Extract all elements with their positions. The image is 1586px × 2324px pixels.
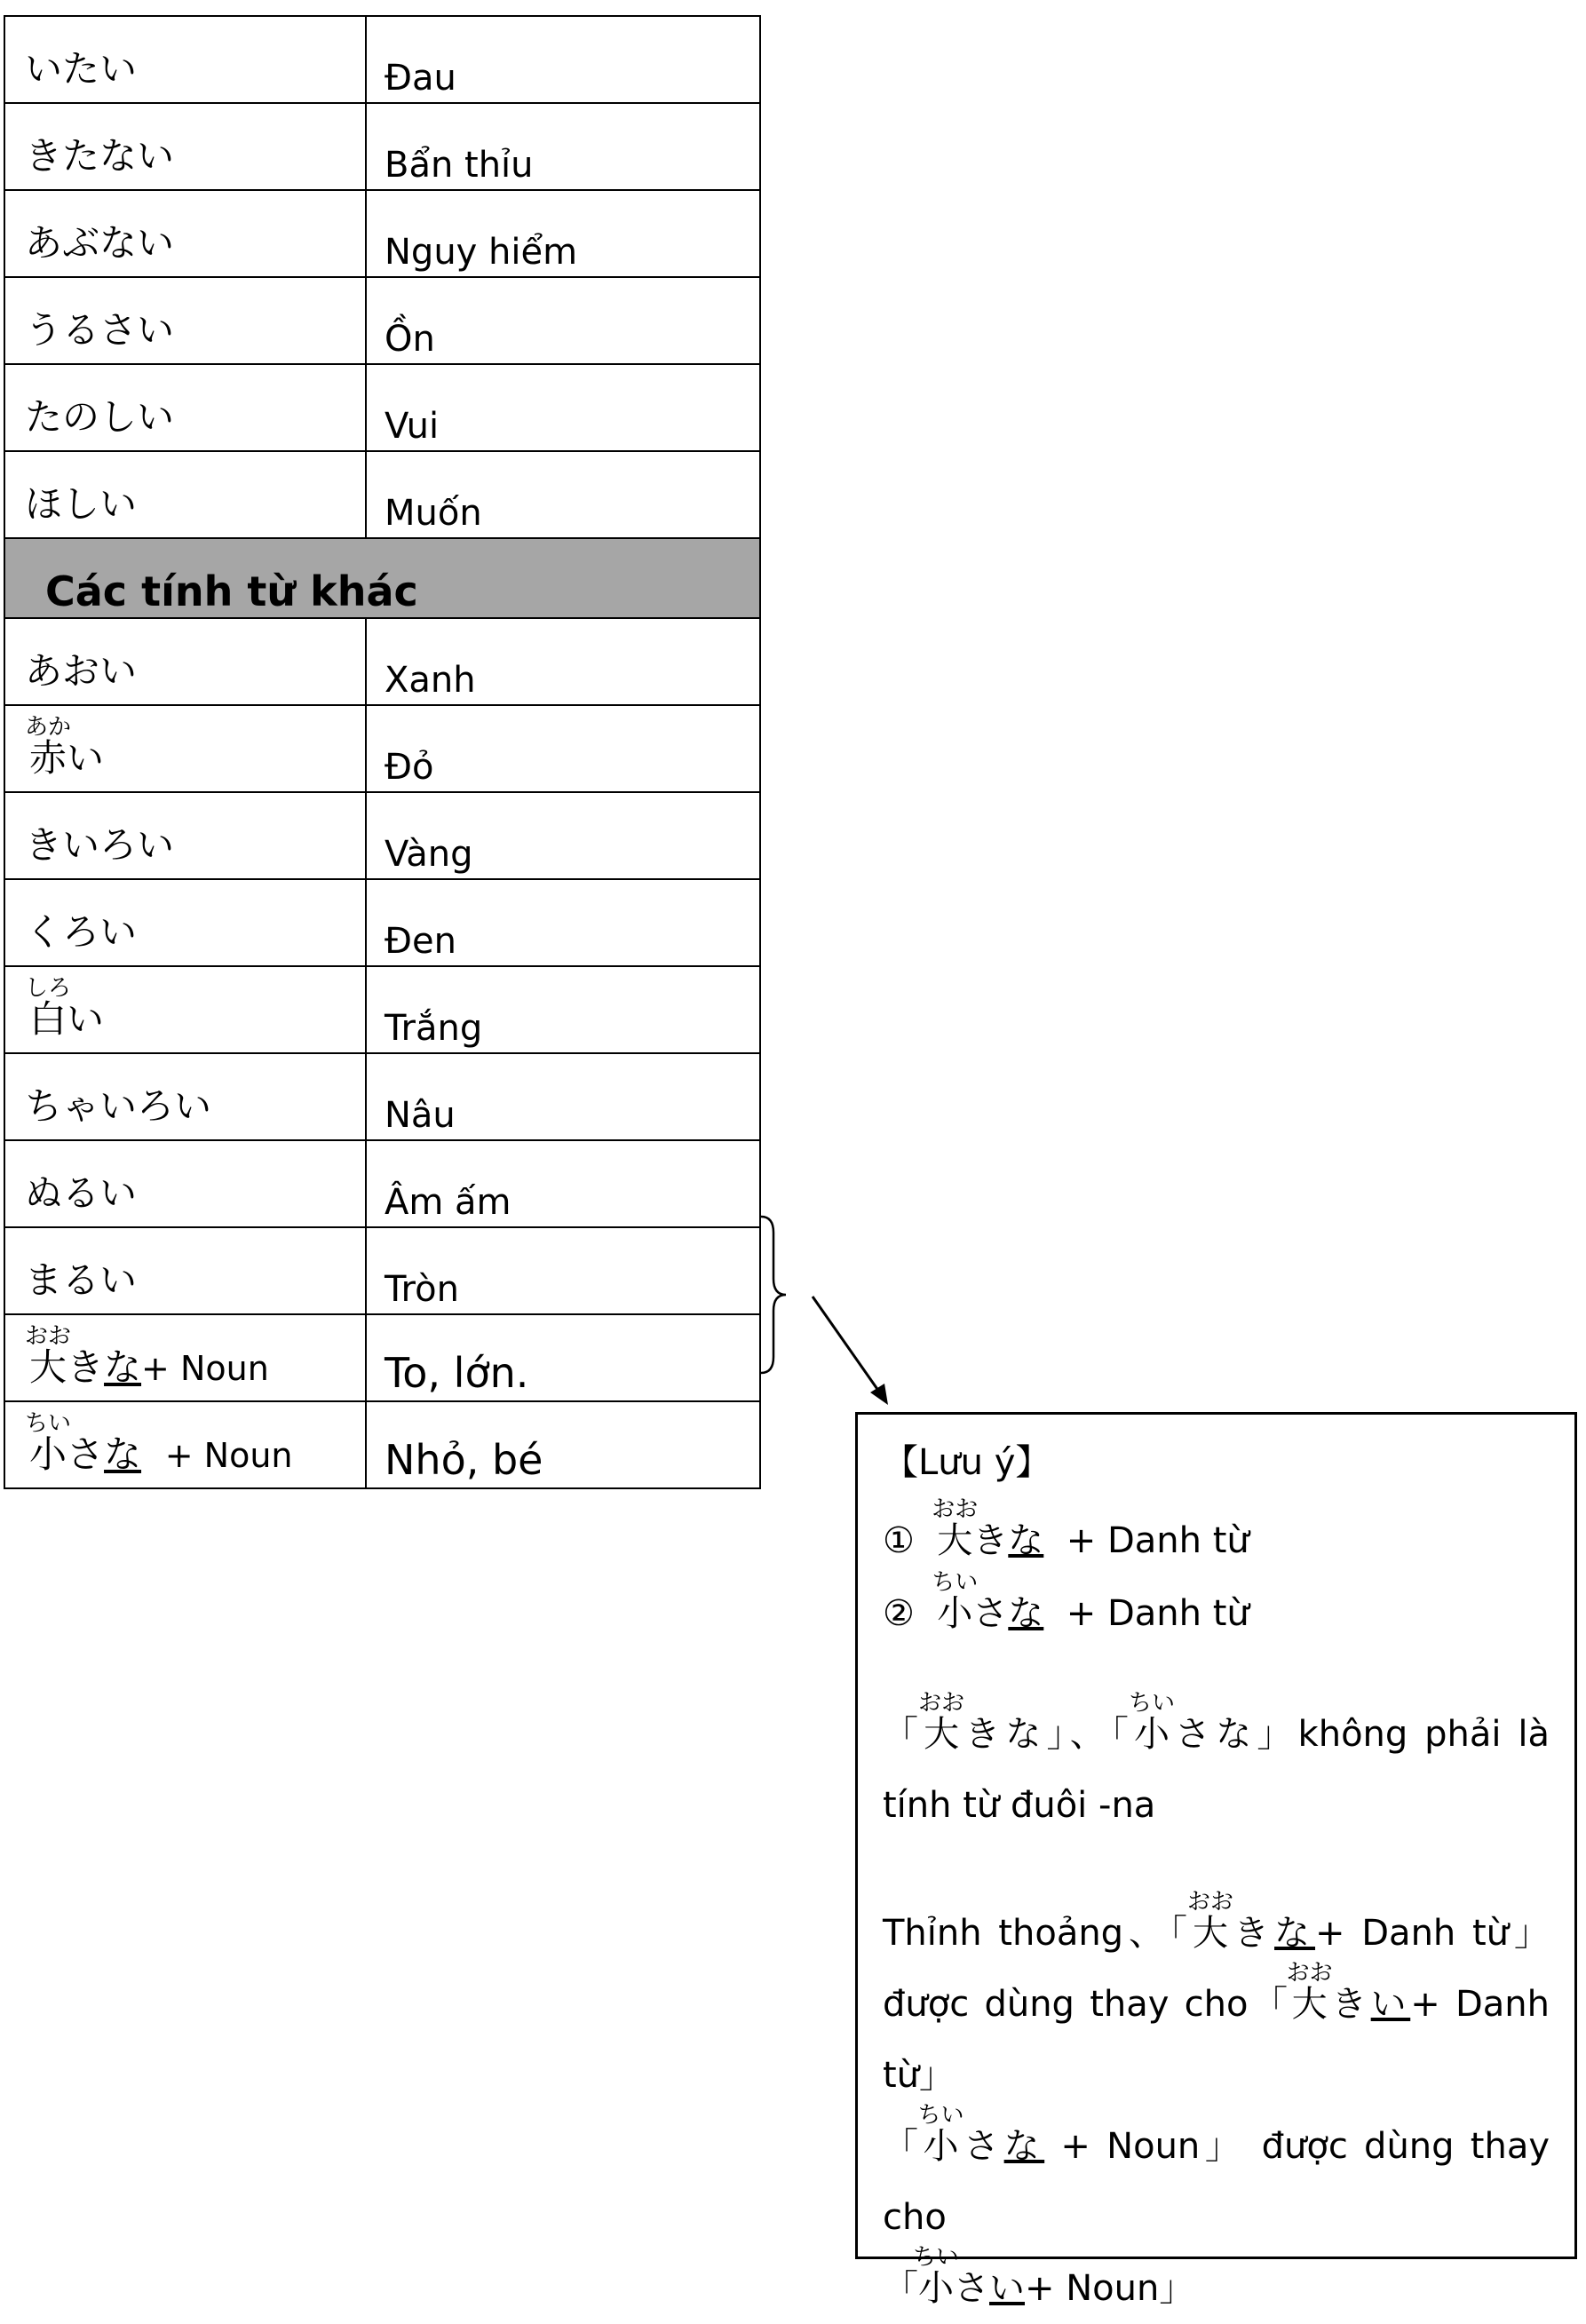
japanese-word: いたい [4, 16, 366, 103]
table-row [4, 1140, 760, 1227]
vietnamese-meaning: Âm ấm [366, 1140, 760, 1227]
vietnamese-meaning: Muốn [366, 451, 760, 538]
kana: き [1228, 1913, 1275, 1954]
note-text: + Danh từ [1066, 1520, 1249, 1561]
kanji: 小 [1128, 1714, 1175, 1755]
circled-number: ② [883, 1593, 915, 1634]
japanese-word: くろい [4, 879, 366, 966]
table-row [4, 1227, 760, 1314]
curly-bracket-icon [759, 1215, 795, 1375]
table-row [4, 364, 760, 451]
japanese-word [4, 966, 366, 1053]
vietnamese-meaning: Đau [366, 16, 760, 103]
vietnamese-meaning: Bẩn thỉu [366, 103, 760, 190]
note-text: + Danh từ [1066, 1593, 1249, 1634]
kanji: 小 [25, 1432, 72, 1476]
japanese-word: ぬるい [4, 1140, 366, 1227]
bracket: 「 [883, 1714, 924, 1755]
vietnamese-meaning: Xanh [366, 618, 760, 705]
underlined-kana: な [1008, 1520, 1044, 1561]
note-item-1 [883, 1496, 1550, 1562]
furigana: ちい [932, 1569, 979, 1596]
furigana-word [917, 2102, 964, 2167]
japanese-word: ほしい [4, 451, 366, 538]
vietnamese-meaning: To, lớn. [366, 1314, 760, 1401]
table-row [4, 16, 760, 103]
japanese-word: きいろい [4, 792, 366, 879]
furigana-word [25, 1410, 72, 1476]
kana: さ [954, 2268, 989, 2309]
furigana: あか [25, 714, 72, 741]
vietnamese-meaning: Ồn [366, 277, 760, 364]
kanji: 大 [25, 1345, 72, 1389]
kanji: 大 [1286, 1984, 1333, 2025]
noun-suffix: + Noun [164, 1436, 293, 1475]
japanese-word: きたない [4, 103, 366, 190]
japanese-word: あおい [4, 618, 366, 705]
kanji: 小 [913, 2268, 959, 2309]
furigana: ちい [913, 2244, 960, 2271]
furigana: おお [932, 1496, 979, 1523]
kanji: 小 [932, 1593, 979, 1634]
furigana-word [25, 1323, 72, 1389]
table-row [4, 792, 760, 879]
table-row [4, 190, 760, 277]
kana: さ [958, 2126, 1004, 2167]
table-row [4, 277, 760, 364]
kanji: 白 [25, 997, 72, 1041]
japanese-word: たのしい [4, 364, 366, 451]
arrow-icon [799, 1288, 897, 1412]
table-row [4, 879, 760, 966]
japanese-word: あぶない [4, 190, 366, 277]
furigana-word [932, 1569, 979, 1634]
furigana-word [1128, 1690, 1175, 1755]
vocabulary-table [4, 15, 761, 1489]
bracket: 「 [883, 2126, 924, 2167]
vietnamese-meaning: Nhỏ, bé [366, 1401, 760, 1488]
furigana: おお [1187, 1889, 1234, 1916]
furigana: おお [918, 1690, 965, 1717]
table-row [4, 1401, 760, 1488]
furigana-word [913, 2244, 960, 2309]
underlined-kana: な [1008, 1593, 1044, 1634]
bracket: 「 [883, 2268, 918, 2309]
underlined-kana: な [1003, 2126, 1045, 2167]
japanese-word [4, 1401, 366, 1488]
note-text: + Noun」 được dùng thay cho [883, 2126, 1550, 2238]
circled-number: ① [883, 1520, 915, 1561]
furigana-word [1286, 1960, 1333, 2025]
note-text: きな」、「 [959, 1714, 1134, 1755]
kanji: 小 [917, 2126, 964, 2167]
kana: き [67, 1345, 105, 1389]
note-paragraph-1 [883, 1690, 1550, 1841]
furigana-word [1187, 1889, 1234, 1954]
underlined-kana: な [1274, 1913, 1316, 1954]
note-text: Thỉnh thoảng、「 [883, 1913, 1193, 1954]
furigana-word [25, 975, 72, 1041]
vietnamese-meaning: Đen [366, 879, 760, 966]
kanji: 大 [1187, 1913, 1234, 1954]
note-text: + Danh từ」 được dùng thay cho「 [883, 1913, 1550, 2025]
vietnamese-meaning: Tròn [366, 1227, 760, 1314]
underlined-kana: な [104, 1345, 142, 1389]
section-header-row [4, 538, 760, 618]
note-text: さな」 [1169, 1714, 1298, 1755]
kana: き [1327, 1984, 1371, 2025]
kanji: 大 [932, 1520, 979, 1561]
vietnamese-meaning: Nguy hiểm [366, 190, 760, 277]
furigana-word [932, 1496, 979, 1561]
furigana-word [25, 714, 72, 780]
table-row [4, 451, 760, 538]
furigana: ちい [917, 2102, 964, 2129]
japanese-word [4, 1314, 366, 1401]
furigana: おお [1286, 1960, 1333, 1987]
kanji: 大 [918, 1714, 965, 1755]
vietnamese-meaning: Vui [366, 364, 760, 451]
okurigana: い [67, 736, 105, 780]
table-row [4, 618, 760, 705]
japanese-word [4, 705, 366, 792]
underlined-kana: い [1370, 1984, 1411, 2025]
kana: さ [972, 1593, 1009, 1634]
table-row [4, 966, 760, 1053]
furigana: ちい [1128, 1690, 1175, 1717]
note-box [855, 1412, 1577, 2309]
vietnamese-meaning: Trắng [366, 966, 760, 1053]
furigana: しろ [25, 975, 72, 1002]
kana: さ [67, 1432, 105, 1476]
noun-suffix: + Noun [141, 1349, 269, 1388]
table-row [4, 103, 760, 190]
kana: き [972, 1520, 1009, 1561]
underlined-kana: な [104, 1432, 142, 1476]
table-row [4, 705, 760, 792]
note-text: + Noun」 [1025, 2268, 1195, 2309]
section-header: Các tính từ khác [4, 538, 760, 618]
kanji: 赤 [25, 736, 72, 780]
note-paragraph-2 [883, 1889, 1550, 2324]
table-row [4, 1314, 760, 1401]
note-item-2 [883, 1569, 1550, 1635]
furigana: おお [25, 1323, 72, 1350]
note-text: + Danh từ」 [883, 1984, 1550, 2096]
note-text: không phải là tính từ đuôi -na [883, 1714, 1550, 1826]
furigana-word [918, 1690, 965, 1755]
okurigana: い [67, 997, 105, 1041]
japanese-word: まるい [4, 1227, 366, 1314]
vietnamese-meaning: Đỏ [366, 705, 760, 792]
vietnamese-meaning: Vàng [366, 792, 760, 879]
table-row [4, 1053, 760, 1140]
furigana: ちい [25, 1410, 72, 1437]
vietnamese-meaning: Nâu [366, 1053, 760, 1140]
japanese-word: ちゃいろい [4, 1053, 366, 1140]
japanese-word: うるさい [4, 277, 366, 364]
note-title: 【Lưu ý】 [883, 1442, 1051, 1483]
underlined-kana: い [989, 2268, 1025, 2309]
